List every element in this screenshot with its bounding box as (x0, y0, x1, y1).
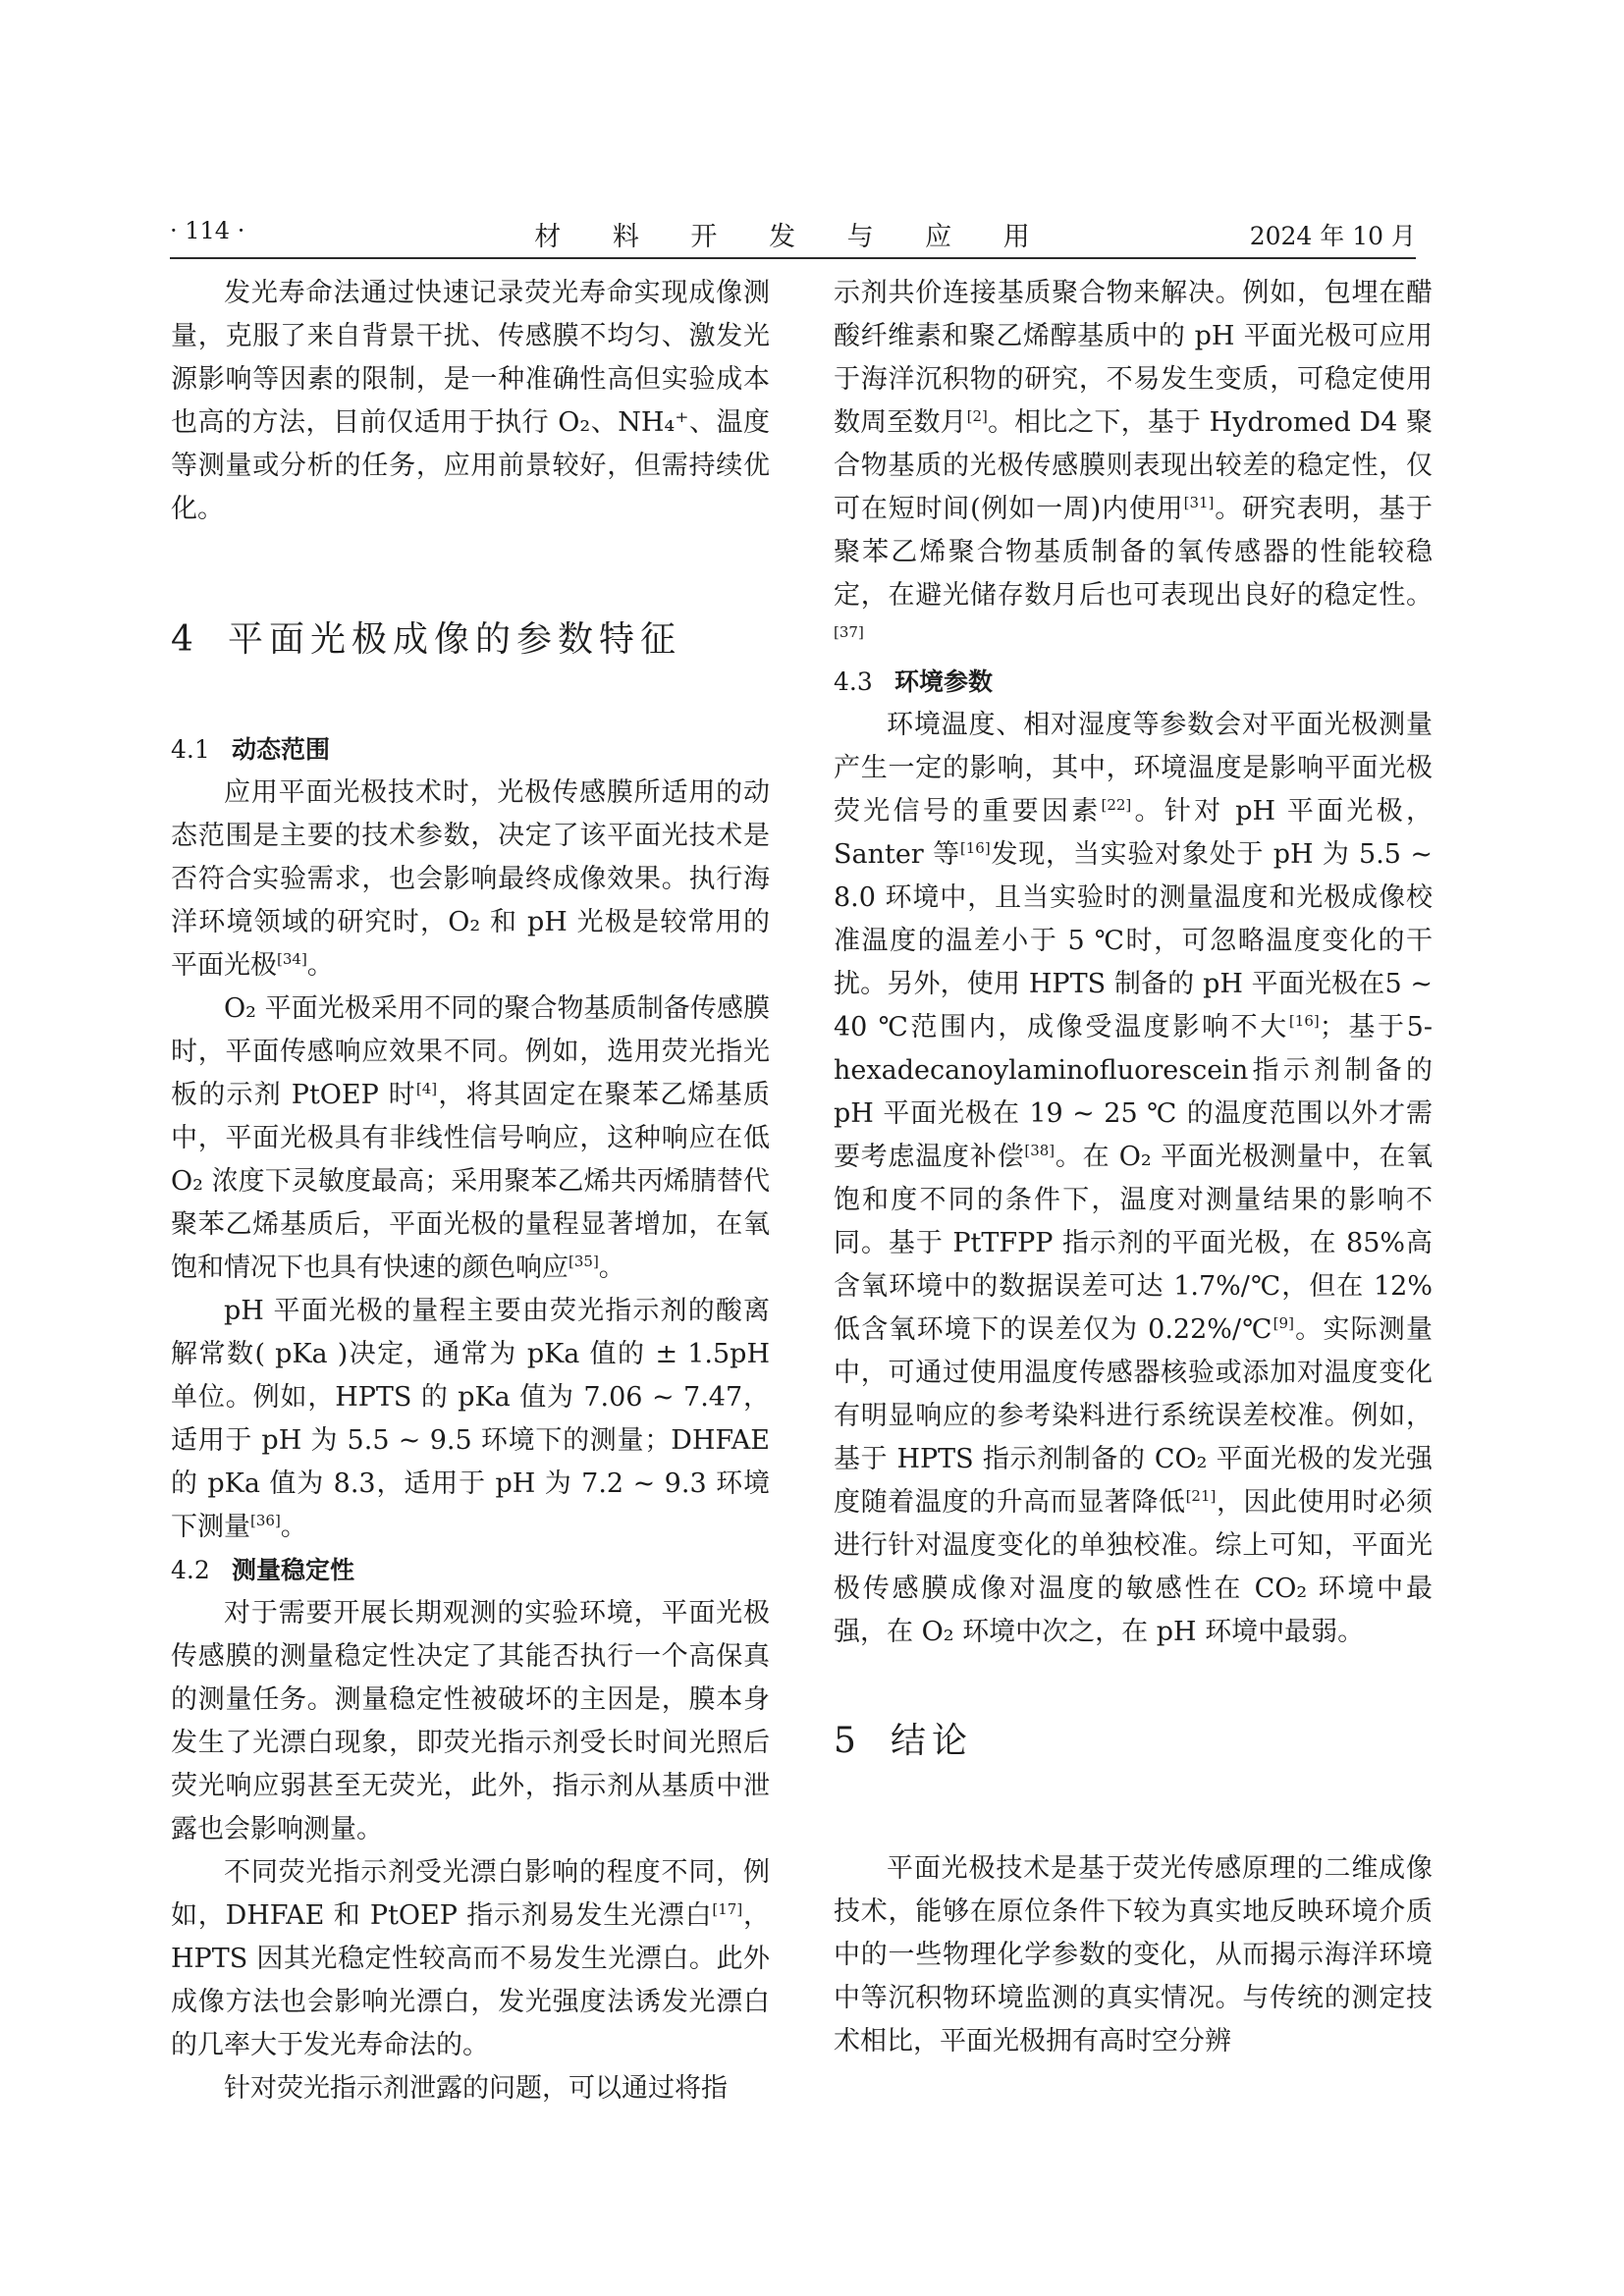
citation: [21] (1185, 1487, 1217, 1505)
paragraph-text: 示剂共价连接基质聚合物来解决。例如，包埋在醋酸纤维素和聚乙烯醇基质中的 pH 平面光极可应用于海洋沉积物的研究，不易发生变质，可稳定使用数周至数月 (834, 278, 1433, 438)
paragraph-conclusion: 平面光极技术是基于荧光传感原理的二维成像技术，能够在原位条件下较为真实地反映环境介质中的一些物理化学参数的变化，从而揭示海洋环境中等沉积物环境监测的真实情况。与传统的测定技术相比，平面光极拥有高时空分辨 (834, 1853, 1433, 2056)
subsection-4-1-heading (171, 728, 770, 772)
citation: [36] (250, 1512, 281, 1529)
paragraph-o2-optode (171, 988, 770, 1290)
citation: [4] (415, 1080, 438, 1097)
paragraph-text: ，将其固定在聚苯乙烯基质中，平面光极具有非线性信号响应，这种响应在低 O₂ 浓度下灵敏度最高；采用聚苯乙烯共丙烯腈替代聚苯乙烯基质后，平面光极的量程显著增加，在氧饱和情况下也具有快速的颜色响应 (171, 1080, 770, 1283)
paragraph-text: 。实际测量中，可通过使用温度传感器核验或添加对温度变化有明显响应的参考染料进行系统误差校准。例如，基于 HPTS 指示剂制备的 CO₂ 平面光极的发光强度随着温度的升高而显著降低 (834, 1314, 1433, 1518)
citation: [37] (834, 623, 864, 641)
left-column (171, 272, 770, 2186)
paragraph-leakage: 针对荧光指示剂泄露的问题，可以通过将指 (224, 2073, 728, 2104)
page-number: · 114 · (170, 217, 245, 244)
paragraph-stability: 对于需要开展长期观测的实验环境，平面光极传感膜的测量稳定性决定了其能否执行一个高保真的测量任务。测量稳定性被破坏的主因是，膜本身发生了光漂白现象，即荧光指示剂受长时间光照后荧光响应弱甚至无荧光，此外，指示剂从基质中泄露也会影响测量。 (171, 1598, 770, 1844)
subsection-4-3-heading (834, 661, 1433, 704)
citation: [31] (1183, 494, 1215, 511)
paragraph-text: 。研究表明，基于聚苯乙烯聚合物基质制备的氧传感器的性能较稳定，在避光储存数月后也可表现出良好的稳定性。 (834, 494, 1433, 611)
right-column (834, 272, 1433, 2186)
section-title: 平面光极成像的参数特征 (228, 619, 682, 660)
subsection-number: 4.3 (834, 667, 873, 696)
paragraph-text: ，因此使用时必须进行针对温度变化的单独校准。综上可知，平面光极传感膜成像对温度的敏感性在 CO₂ 环境中最强，在 O₂ 环境中次之，在 pH 环境中最弱。 (834, 1487, 1433, 1647)
running-header (170, 209, 1416, 252)
section-title: 结论 (891, 1721, 974, 1761)
subsection-title: 动态范围 (232, 735, 331, 764)
paragraph-environment (834, 704, 1433, 1654)
section-5-heading (834, 1713, 1433, 1763)
paragraph-text: 发现，当实验对象处于 pH 为 5.5 ~ 8.0 环境中，且当实验时的测量温度和光极成像校准温度的温差小于 5 ℃时，可忽略温度变化的干扰。另外，使用 HPTS 制备的 pH 平面光极在5 ~ 40 ℃范围内，成像受温度影响不大 (834, 839, 1433, 1042)
paragraph-text: ；基于5-hexadecanoylaminofluorescein指示剂制备的 pH 平面光极在 19 ~ 25 ℃ 的温度范围以外才需要考虑温度补偿 (834, 1012, 1433, 1172)
section-number: 5 (834, 1721, 856, 1761)
citation: [34] (277, 950, 307, 968)
citation: [17] (712, 1900, 743, 1918)
subsection-title: 测量稳定性 (232, 1556, 355, 1584)
citation: [35] (568, 1253, 599, 1270)
subsection-number: 4.2 (171, 1556, 210, 1584)
section-number: 4 (171, 619, 193, 660)
paragraph-ph-optode (171, 1290, 770, 1549)
citation: [2] (966, 407, 988, 425)
citation: [9] (1272, 1314, 1294, 1332)
citation: [16] (959, 839, 991, 857)
citation: [16] (1288, 1012, 1320, 1030)
paragraph-end: 。 (598, 1253, 625, 1283)
paragraph-text: 不同荧光指示剂受光漂白影响的程度不同，例如，DHFAE 和 PtOEP 指示剂易发生光漂白 (171, 1857, 770, 1931)
paragraph-text: pH 平面光极的量程主要由荧光指示剂的酸离解常数( pKa )决定，通常为 pKa 值的 ± 1.5pH 单位。例如，HPTS 的 pKa 值为 7.06 ~ 7.47，适用于 pH 为 5.5 ~ 9.5 环境下的测量；DHFAE 的 pKa 值为 8.3，适用于 pH 为 7.2 ~ 9.3 环境下测量 (171, 1296, 770, 1542)
paragraph-text: O₂ 平面光极采用不同的聚合物基质制备传感膜时，平面传感响应效果不同。例如，选用荧光指光板的示剂 PtOEP 时 (171, 993, 770, 1110)
subsection-4-2-heading (171, 1549, 770, 1592)
paragraph-end: 。 (280, 1512, 307, 1542)
paragraph-text: ，HPTS 因其光稳定性较高而不易发生光漂白。此外成像方法也会影响光漂白，发光强度法诱发光漂白的几率大于发光寿命法的。 (171, 1900, 770, 2060)
paragraph-lifetime-method: 发光寿命法通过快速记录荧光寿命实现成像测量，克服了来自背景干扰、传感膜不均匀、激发光源影响等因素的限制，是一种准确性高但实验成本也高的方法，目前仅适用于执行 O₂、NH₄⁺、温度等测量或分析的任务，应用前景较好，但需持续优化。 (171, 278, 770, 524)
paragraph-text: 环境温度、相对湿度等参数会对平面光极测量产生一定的影响，其中，环境温度是影响平面光极荧光信号的重要因素 (834, 710, 1433, 827)
section-4-heading (171, 612, 770, 662)
paragraph-text: 。相比之下，基于 Hydromed D4 聚合物基质的光极传感膜则表现出较差的稳定性，仅可在短时间(例如一周)内使用 (834, 407, 1433, 524)
subsection-number: 4.1 (171, 735, 210, 764)
paragraph-end: 。 (306, 950, 334, 981)
issue-date: 2024 年 10 月 (1249, 222, 1416, 250)
citation: [38] (1024, 1142, 1056, 1159)
journal-title: 材 料 开 发 与 应 用 (534, 222, 1052, 252)
subsection-title: 环境参数 (894, 667, 994, 696)
paragraph-leakage-continued (834, 272, 1433, 661)
paragraph-text: 。针对 pH 平面光极，Santer 等 (834, 796, 1433, 870)
paragraph-text: 应用平面光极技术时，光极传感膜所适用的动态范围是主要的技术参数，决定了该平面光技术是否符合实验需求，也会影响最终成像效果。执行海洋环境领域的研究时，O₂ 和 pH 光极是较常用的平面光极 (171, 777, 770, 981)
paragraph-text: 。在 O₂ 平面光极测量中，在氧饱和度不同的条件下，温度对测量结果的影响不同。基于 PtTFPP 指示剂的平面光极，在 85%高含氧环境中的数据误差可达 1.7%/℃，但在 12%低含氧环境下的误差仅为 0.22%/℃ (834, 1142, 1433, 1345)
paragraph-photobleaching (171, 1851, 770, 2067)
citation: [22] (1101, 796, 1132, 814)
header-rule (170, 257, 1416, 259)
paragraph-dynamic-range (171, 772, 770, 988)
